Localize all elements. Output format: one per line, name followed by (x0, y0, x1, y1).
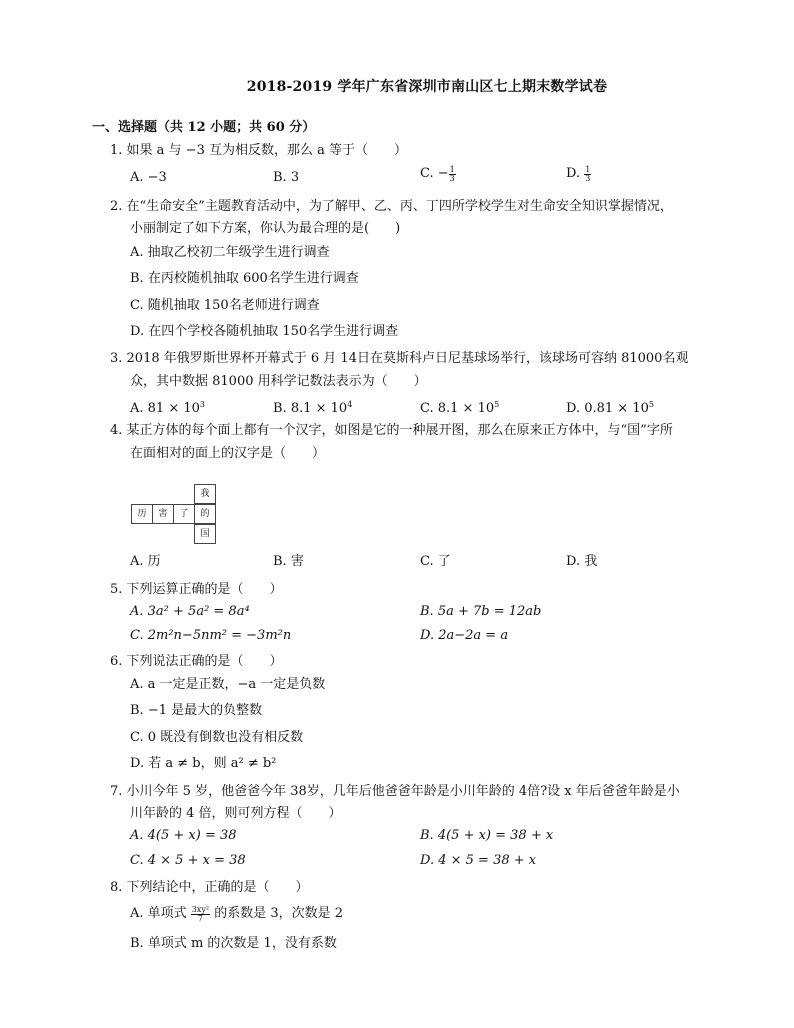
q1-option-d: D. $\frac{1}{3}$ (566, 165, 591, 183)
q7-option-c: C. 4 × 5 + x = 38 (130, 853, 246, 868)
page-title: 2018-2019 学年广东省深圳市南山区七上期末数学试卷 (246, 79, 608, 95)
q1-option-d-fraction: $\frac{1}{3}$ (585, 165, 591, 183)
net-cell-de: 的 (194, 504, 216, 524)
net-cell-wo: 我 (194, 484, 216, 504)
question-2-line-1: 2. 在“生命安全”主题教育活动中，为了解甲、乙、丙、丁四所学校学生对生命安全知识掌握情况， (110, 199, 673, 214)
net-cell-le: 了 (173, 504, 195, 524)
q4-option-b: B. 害 (273, 554, 304, 569)
q6-option-a: A. a 一定是正数，−a 一定是负数 (130, 677, 326, 692)
q6-option-c: C. 0 既没有倒数也没有相反数 (130, 730, 304, 745)
question-1-stem: 1. 如果 a 与 −3 互为相反数，那么 a 等于（ ） (110, 143, 407, 158)
q2-option-b: B. 在丙校随机抽取 600名学生进行调查 (130, 271, 359, 286)
net-cell-li: 历 (131, 504, 153, 524)
q4-option-c: C. 了 (420, 554, 451, 569)
q1-option-a: A. −3 (130, 170, 167, 185)
q7-option-d: D. 4 × 5 = 38 + x (420, 853, 537, 868)
question-5-stem: 5. 下列运算正确的是（ ） (110, 582, 283, 597)
q2-option-c: C. 随机抽取 150名老师进行调查 (130, 298, 320, 313)
q5-option-b: B. 5a + 7b = 12ab (420, 604, 542, 619)
question-4-line-1: 4. 某正方体的每个面上都有一个汉字，如图是它的一种展开图，那么在原来正方体中，与“国”字所 (110, 423, 673, 438)
q4-option-a: A. 历 (130, 554, 161, 569)
q6-option-b: B. −1 是最大的负整数 (130, 703, 263, 718)
q2-option-a: A. 抽取乙校初二年级学生进行调查 (130, 245, 330, 260)
question-2-line-2: 小丽制定了如下方案，你认为最合理的是( ) (130, 221, 401, 236)
q3-option-c: C. $8.1 \times 10^5$ (420, 400, 500, 416)
section-heading: 一、选择题（共 12 小题；共 60 分） (92, 120, 316, 135)
net-cell-guo: 国 (194, 524, 216, 544)
q8-option-a: A. 单项式 $\frac{\text{3xy²}}{7}$ 的系数是 3，次数是 2 (130, 905, 344, 923)
question-3-line-2: 众，其中数据 81000 用科学记数法表示为（ ） (130, 374, 427, 389)
question-8-stem: 8. 下列结论中，正确的是（ ） (110, 880, 309, 895)
q8-option-a-fraction: $\frac{\text{3xy²}}{7}$ (191, 905, 210, 923)
q1-option-c-fraction: $\frac{1}{3}$ (449, 165, 455, 183)
q8-option-b: B. 单项式 m 的次数是 1，没有系数 (130, 936, 337, 951)
q3-option-d: D. $0.81 \times 10^5$ (566, 400, 654, 416)
q3-option-b: B. $8.1 \times 10^4$ (273, 400, 353, 416)
q5-option-d: D. 2a−2a = a (420, 628, 509, 643)
q6-option-d: D. 若 a ≠ b，则 a² ≠ b² (130, 756, 277, 771)
question-6-stem: 6. 下列说法正确的是（ ） (110, 654, 283, 669)
q2-option-d: D. 在四个学校各随机抽取 150名学生进行调查 (130, 324, 399, 339)
question-7-line-1: 7. 小川今年 5 岁，他爸爸今年 38岁，几年后他爸爸年龄是小川年龄的 4倍?设 x 年后爸爸年龄是小 (110, 784, 680, 799)
question-7-line-2: 川年龄的 4 倍，则可列方程（ ） (130, 806, 342, 821)
q1-option-b: B. 3 (273, 170, 300, 185)
question-3-line-1: 3. 2018 年俄罗斯世界杯开幕式于 6 月 14日在莫斯科卢日尼基球场举行，该球场可容纳 81000名观 (110, 351, 689, 366)
q5-option-a: A. 3a² + 5a² = 8a⁴ (130, 604, 250, 619)
question-4-line-2: 在面相对的面上的汉字是（ ） (130, 446, 326, 461)
q1-option-c: C. − $\frac{1}{3}$ (420, 165, 455, 183)
q4-option-d: D. 我 (566, 554, 598, 569)
q7-option-a: A. 4(5 + x) = 38 (130, 828, 237, 843)
q7-option-b: B. 4(5 + x) = 38 + x (420, 828, 554, 843)
net-cell-hai: 害 (152, 504, 174, 524)
q5-option-c: C. 2m²n−5nm² = −3m²n (130, 628, 292, 643)
q3-option-a: A. $81 \times 10^3$ (130, 400, 205, 416)
